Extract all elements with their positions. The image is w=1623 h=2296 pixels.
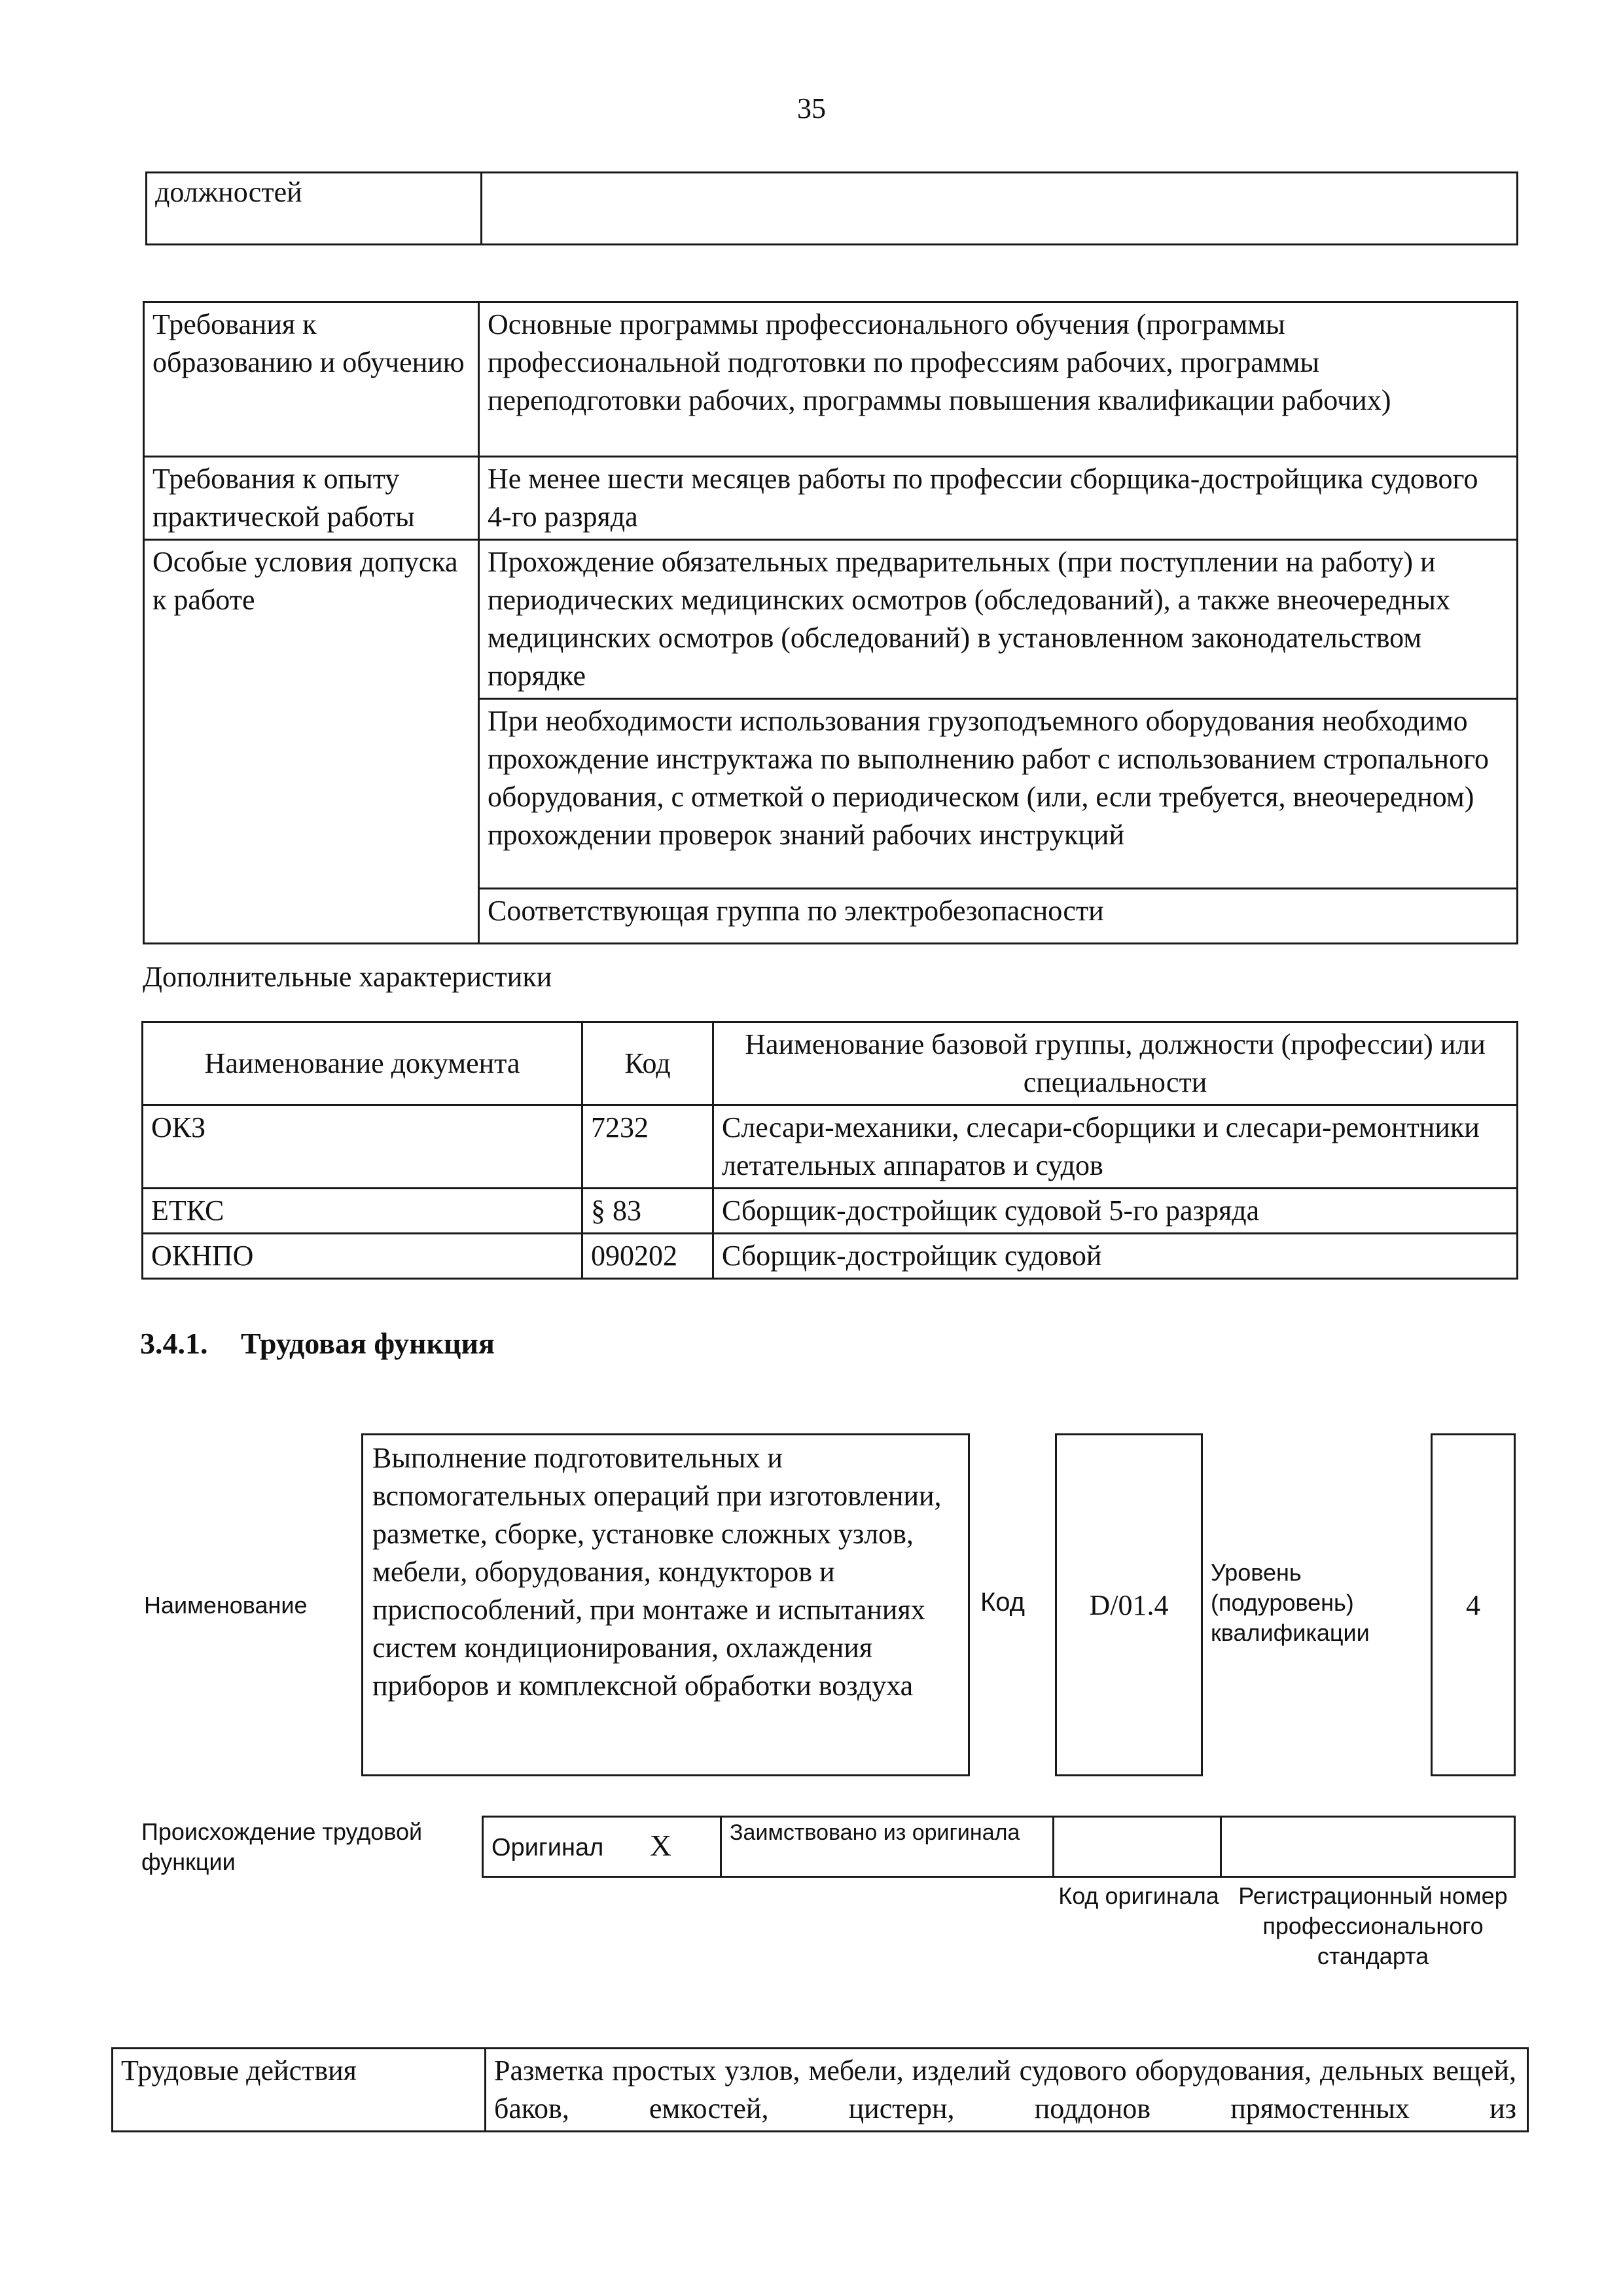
table-row [143,1189,1518,1234]
additional-table [141,1021,1518,1280]
function-name: Выполнение подготовительных и вспомогательных операций при изготовлении, разметке, сборке, установке сложных узлов, мебели, оборудования, кондукторов и приспособлений, при монтаже и испытаниях систем кондиционирования, охлаждения приборов и комплексной обработки воздуха [372,1442,942,1702]
actions-label: Трудовые действия [113,2049,486,2132]
registration-caption: Регистрационный номер профессионального стандарта [1238,1882,1508,1969]
column-header-code: Код [582,1022,713,1105]
registration-number-cell [1221,1817,1515,1877]
section-title: Трудовая функция [241,1327,495,1360]
continuation-label: должностей [147,173,482,245]
row-group-name: Сборщик-достройщик судовой 5-го разряда [713,1189,1518,1234]
row-document: ОКЗ [143,1105,582,1189]
electrical-safety-requirement: Соответствующая группа по электробезопасности [479,889,1518,944]
actions-text: Разметка простых узлов, мебели, изделий судового оборудования, дельных вещей, баков, емкостей, цистерн, поддонов прямостенных из [486,2049,1528,2132]
original-label: Оригинал [491,1834,604,1861]
code-label: Код [980,1588,1026,1617]
page-number: 35 [797,92,826,124]
continuation-value [482,173,1518,245]
experience-value: Не менее шести месяцев работы по профессии сборщика-достройщика судового 4-го разряда [479,457,1518,540]
original-code-cell [1054,1817,1221,1877]
original-mark: X [649,1829,672,1862]
table-row [143,1234,1518,1279]
row-group-name: Слесари-механики, слесари-сборщики и слесари-ремонтники летательных аппаратов и судов [713,1105,1518,1189]
qualification-level: 4 [1466,1589,1480,1621]
row-group-name: Сборщик-достройщик судовой [713,1234,1518,1279]
function-code: D/01.4 [1089,1589,1169,1621]
origin-table [482,1816,1516,1878]
borrowed-label: Заимствовано из оригинала [721,1817,1054,1877]
lifting-equipment-requirement: При необходимости использования грузоподъемного оборудования необходимо прохождение инструктажа по выполнению работ с использованием стропального оборудования, с отметкой о периодическом (или, если требуется, внеочередном) прохождении проверок знаний рабочих инструкций [479,699,1518,889]
origin-label: Происхождение трудовой функции [141,1818,423,1875]
origin-original-cell [483,1817,721,1877]
section-number: 3.4.1. [140,1327,208,1360]
row-code: 090202 [582,1234,713,1279]
function-code-box [1055,1433,1203,1776]
row-code: 7232 [582,1105,713,1189]
additional-heading: Дополнительные характеристики [143,961,552,993]
column-header-group: Наименование базовой группы, должности (профессии) или специальности [713,1022,1518,1105]
level-label: Уровень (подуровень) квалификации [1211,1559,1370,1646]
qualification-level-box [1431,1433,1516,1776]
row-document: ЕТКС [143,1189,582,1234]
name-label: Наименование [144,1592,308,1619]
row-document: ОКНПО [143,1234,582,1279]
code-original-caption: Код оригинала [1058,1882,1219,1909]
special-conditions-label: Особые условия допуска к работе [144,540,479,944]
education-value: Основные программы профессионального обучения (программы профессиональной подготовки по профессиям рабочих, программы переподготовки рабочих, программы повышения квалификации рабочих) [479,302,1518,457]
continuation-table [145,171,1518,245]
column-header-document: Наименование документа [143,1022,582,1105]
table-row [143,1105,1518,1189]
medical-exam-requirement: Прохождение обязательных предварительных (при поступлении на работу) и периодических медицинских осмотров (обследований), а также внеочередных медицинских осмотров (обследований) в установленном законодательством порядке [479,540,1518,699]
education-label: Требования к образованию и обучению [144,302,479,457]
requirements-table [143,301,1518,944]
function-name-box [361,1433,970,1776]
experience-label: Требования к опыту практической работы [144,457,479,540]
actions-table [111,2047,1529,2132]
row-code: § 83 [582,1189,713,1234]
